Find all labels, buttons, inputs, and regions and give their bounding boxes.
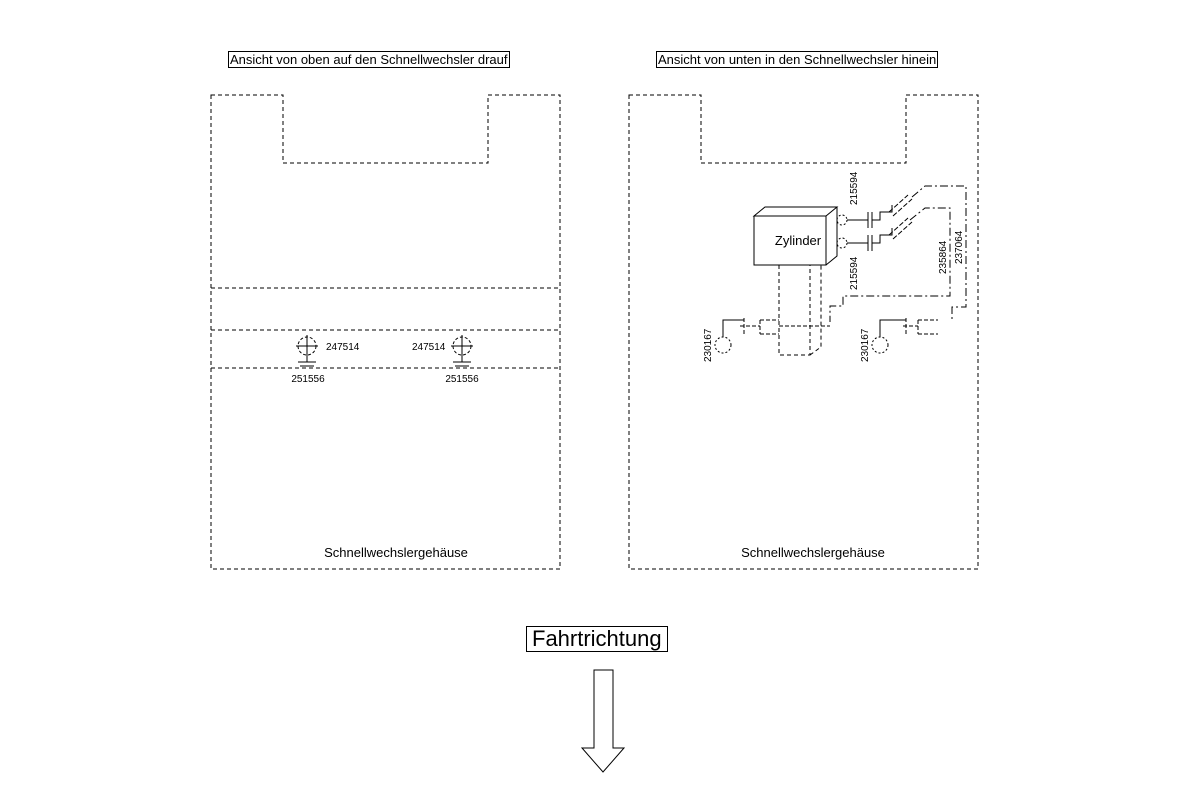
- direction-label: Fahrtrichtung: [526, 626, 668, 652]
- part-number-215594-bottom: 215594: [849, 256, 860, 290]
- part-number-230167-left: 230167: [703, 328, 714, 362]
- bolt-symbol-right: [451, 335, 473, 366]
- hydraulic-lines: [715, 186, 966, 353]
- bottom-view-housing-label: Schnellwechslergehäuse: [741, 545, 885, 560]
- part-number-251556-left: 251556: [291, 374, 325, 385]
- top-view-title: Ansicht von oben auf den Schnellwechsler drauf: [230, 52, 508, 67]
- piston-rod: [779, 265, 821, 355]
- part-number-247514-right: 247514: [412, 342, 446, 353]
- top-view-housing-label: Schnellwechslergehäuse: [324, 545, 468, 560]
- part-number-247514-left: 247514: [326, 342, 360, 353]
- top-view-housing-outline: [211, 95, 560, 569]
- bottom-view-housing-outline: [629, 95, 978, 569]
- part-number-230167-right: 230167: [860, 328, 871, 362]
- bottom-view-title: Ansicht von unten in den Schnellwechsler hinein: [658, 52, 937, 67]
- direction-arrow: [582, 670, 624, 772]
- bolt-symbol-left: [296, 335, 318, 366]
- cylinder-label: Zylinder: [774, 233, 822, 248]
- part-number-215594-top: 215594: [849, 171, 860, 205]
- part-number-251556-right: 251556: [445, 374, 479, 385]
- part-number-235864: 235864: [938, 240, 949, 274]
- part-number-237064: 237064: [954, 230, 965, 264]
